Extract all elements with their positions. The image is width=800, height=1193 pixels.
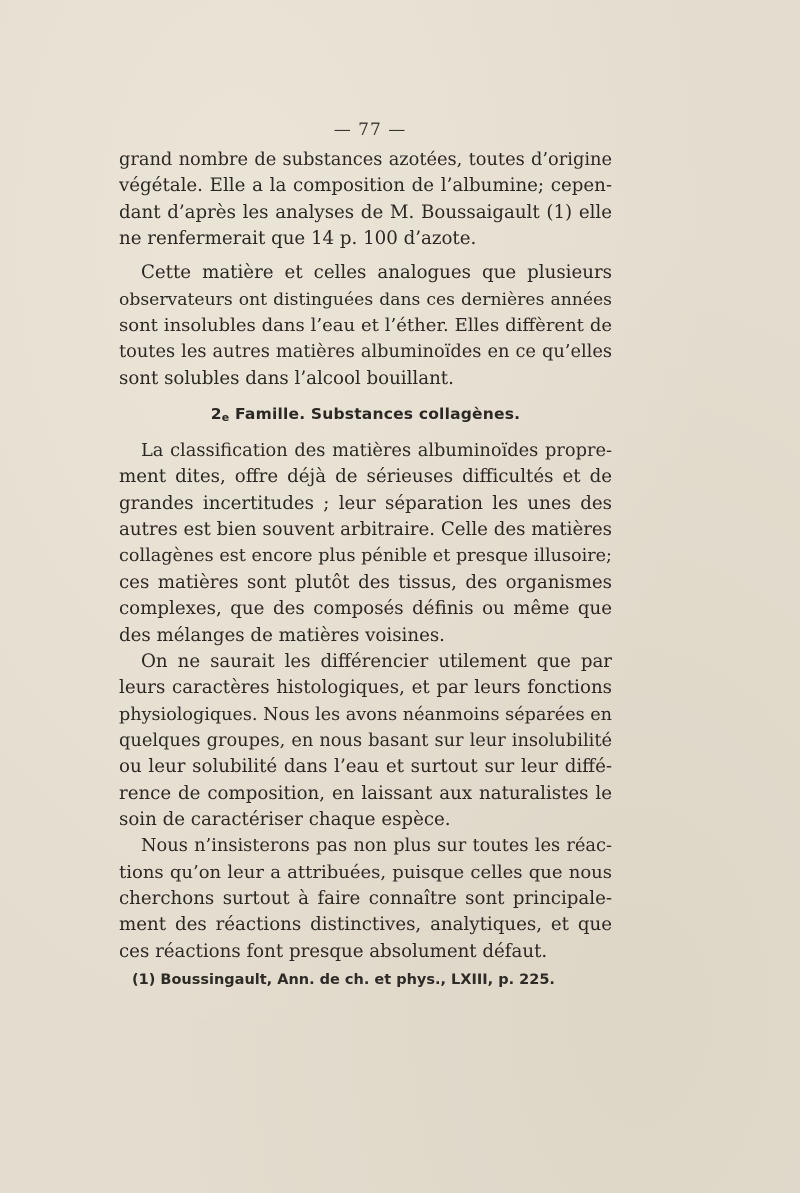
text-line: observateurs ont distinguées dans ces dernières années bbox=[119, 289, 612, 310]
page-number: — 77 — bbox=[333, 120, 407, 140]
text-line: On ne saurait les différencier utilement que par bbox=[141, 650, 612, 672]
text-line: ment des réactions distinctives, analytiques, et que bbox=[119, 914, 612, 936]
text-line: végétale. Elle a la composition de l’albumine; cepen- bbox=[119, 175, 612, 197]
text-line: des mélanges de matières voisines. bbox=[119, 624, 445, 646]
text-line: dant d’après les analyses de M. Boussaigault (1) elle bbox=[119, 201, 612, 223]
text-line: ou leur solubilité dans l’eau et surtout sur leur diffé- bbox=[119, 756, 612, 778]
text-line: sont solubles dans l’alcool bouillant. bbox=[119, 367, 454, 389]
text-line: quelques groupes, en nous basant sur leur insolubilité bbox=[119, 729, 612, 751]
text-line: physiologiques. Nous les avons néanmoins séparées en bbox=[119, 704, 612, 725]
text-line: sont insolubles dans l’eau et l’éther. Elles diffèrent de bbox=[119, 315, 612, 337]
section-heading bbox=[119, 401, 612, 427]
text-line: autres est bien souvent arbitraire. Celle des matières bbox=[119, 519, 613, 541]
text-line: grandes incertitudes ; leur séparation les unes des bbox=[119, 492, 612, 514]
text-line: complexes, que des composés définis ou même que bbox=[119, 598, 612, 620]
text-line: La classification des matières albuminoïdes propre- bbox=[141, 440, 612, 462]
paragraph-2 bbox=[119, 260, 612, 392]
text-line: ment dites, offre déjà de sérieuses difficultés et de bbox=[119, 466, 612, 488]
text-line: ces réactions font presque absolument défaut. bbox=[119, 940, 548, 962]
text-line: grand nombre de substances azotées, toutes d’origine bbox=[119, 149, 612, 170]
paragraph-1 bbox=[119, 147, 612, 252]
text-line: Cette matière et celles analogues que plusieurs bbox=[141, 262, 612, 284]
text-line: collagènes est encore plus pénible et presque illusoire; bbox=[119, 546, 612, 567]
text-line: soin de caractériser chaque espèce. bbox=[119, 808, 451, 830]
text-line: tions qu’on leur a attribuées, puisque celles que nous bbox=[119, 861, 612, 883]
text-line: rence de composition, en laissant aux naturalistes le bbox=[119, 782, 612, 804]
heading-title: Famille. Substances collagènes. bbox=[229, 405, 521, 424]
paragraph-4 bbox=[119, 649, 612, 833]
footnote: (1) Boussingault, Ann. de ch. et phys., LXIII, p. 225. bbox=[132, 972, 555, 988]
text-line: cherchons surtout à faire connaître sont principale- bbox=[119, 887, 612, 909]
body-text bbox=[119, 147, 612, 965]
text-line: toutes les autres matières albuminoïdes en ce qu’elles bbox=[119, 341, 612, 363]
paragraph-5 bbox=[119, 833, 612, 965]
text-line: ne renfermerait que 14 p. 100 d’azote. bbox=[119, 228, 477, 250]
text-line: leurs caractères histologiques, et par leurs fonctions bbox=[119, 677, 612, 699]
paragraph-3 bbox=[119, 438, 612, 649]
text-line: ces matières sont plutôt des tissus, des organismes bbox=[119, 571, 612, 593]
heading-number: 2 bbox=[210, 405, 222, 424]
text-line: Nous n’insisterons pas non plus sur toutes les réac- bbox=[141, 835, 612, 857]
heading-ordinal-suffix: e bbox=[221, 411, 230, 425]
